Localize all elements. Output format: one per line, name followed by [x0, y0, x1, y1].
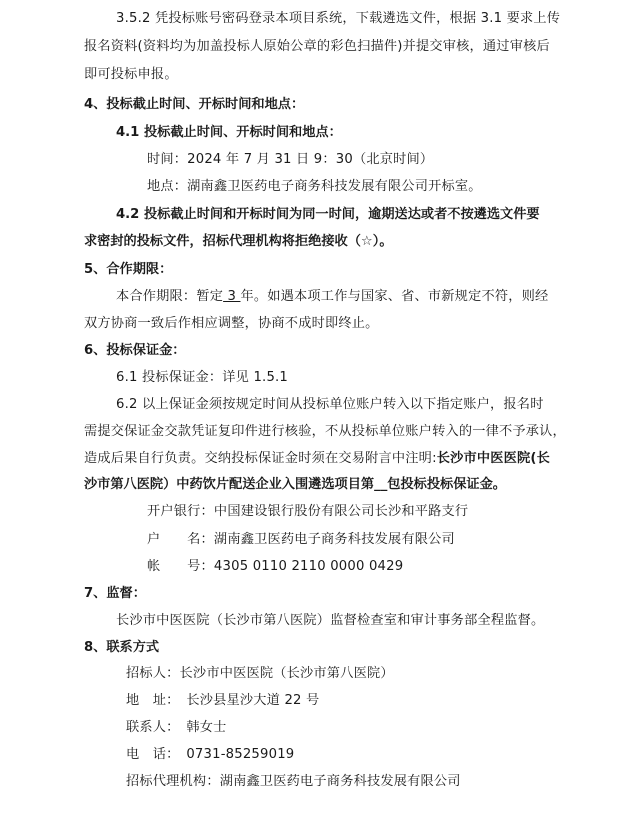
- section-4-heading: 4、投标截止时间、开标时间和地点：: [84, 97, 305, 112]
- sub-6-2-line3-pre: 造成后果自行负责。交纳投标保证金时须在交易附言中注明:: [84, 451, 437, 466]
- tenderer: 招标人：长沙市中医医院（长沙市第八医院）: [126, 666, 394, 681]
- supervision-line: 长沙市中医医院（长沙市第八医院）监督检查室和审计事务部全程监督。: [116, 613, 545, 628]
- section-5-heading: 5、合作期限：: [84, 262, 173, 277]
- sub-6-1: 6.1 投标保证金：详见 1.5.1: [116, 370, 289, 385]
- sub-4-1: 4.1 投标截止时间、开标时间和地点：: [116, 125, 342, 140]
- time-line: 时间：2024 年 7 月 31 日 9：30（北京时间）: [147, 152, 434, 167]
- sub-4-2-line2: 求密封的投标文件，招标代理机构将拒绝接收（☆）。: [84, 234, 393, 249]
- sub-6-2-line3: [84, 450, 550, 468]
- item-3-5-2-line3: 即可投标申报。: [84, 67, 178, 82]
- account-number: 帐 号：4305 0110 2110 0000 0429: [147, 559, 404, 574]
- section-8-heading: 8、联系方式: [84, 640, 160, 655]
- phone: 电 话： 0731-85259019: [126, 747, 295, 762]
- term-line1: [116, 288, 548, 306]
- term-line1-pre: 本合作期限：暂定: [116, 289, 224, 304]
- item-3-5-2-line2: 报名资料(资料均为加盖投标人原始公章的彩色扫描件)并提交审核，通过审核后: [84, 39, 550, 54]
- address: 地 址： 长沙县星沙大道 22 号: [126, 693, 320, 708]
- sub-6-2-line1: 6.2 以上保证金须按规定时间从投标单位账户转入以下指定账户，报名时: [116, 397, 544, 412]
- term-years: 3: [223, 289, 241, 304]
- sub-6-2-line4: 沙市第八医院）中药饮片配送企业入围遴选项目第__包投标投标保证金。: [84, 477, 506, 492]
- sub-6-2-line2: 需提交保证金交款凭证复印件进行核验，不从投标单位账户转入的一律不予承认，: [84, 424, 566, 439]
- place-line: 地点：湖南鑫卫医药电子商务科技发展有限公司开标室。: [147, 179, 482, 194]
- item-3-5-2-line1: 3.5.2 凭投标账号密码登录本项目系统，下载遴选文件，根据 3.1 要求上传: [116, 11, 561, 26]
- bank-name: 开户银行：中国建设银行股份有限公司长沙和平路支行: [147, 504, 469, 519]
- sub-4-2-line1: 4.2 投标截止时间和开标时间为同一时间，逾期送达或者不按遴选文件要: [116, 207, 540, 222]
- agency: 招标代理机构：湖南鑫卫医药电子商务科技发展有限公司: [126, 774, 461, 789]
- contact-person: 联系人： 韩女士: [126, 720, 227, 735]
- term-line1-post: 年。如遇本项工作与国家、省、市新规定不符，则经: [240, 289, 549, 304]
- sub-6-2-line3-bold: 长沙市中医医院(长: [436, 451, 551, 466]
- term-line2: 双方协商一致后作相应调整，协商不成时即终止。: [84, 316, 379, 331]
- account-name: 户 名：湖南鑫卫医药电子商务科技发展有限公司: [147, 532, 455, 547]
- section-7-heading: 7、监督：: [84, 586, 146, 601]
- section-6-heading: 6、投标保证金：: [84, 343, 186, 358]
